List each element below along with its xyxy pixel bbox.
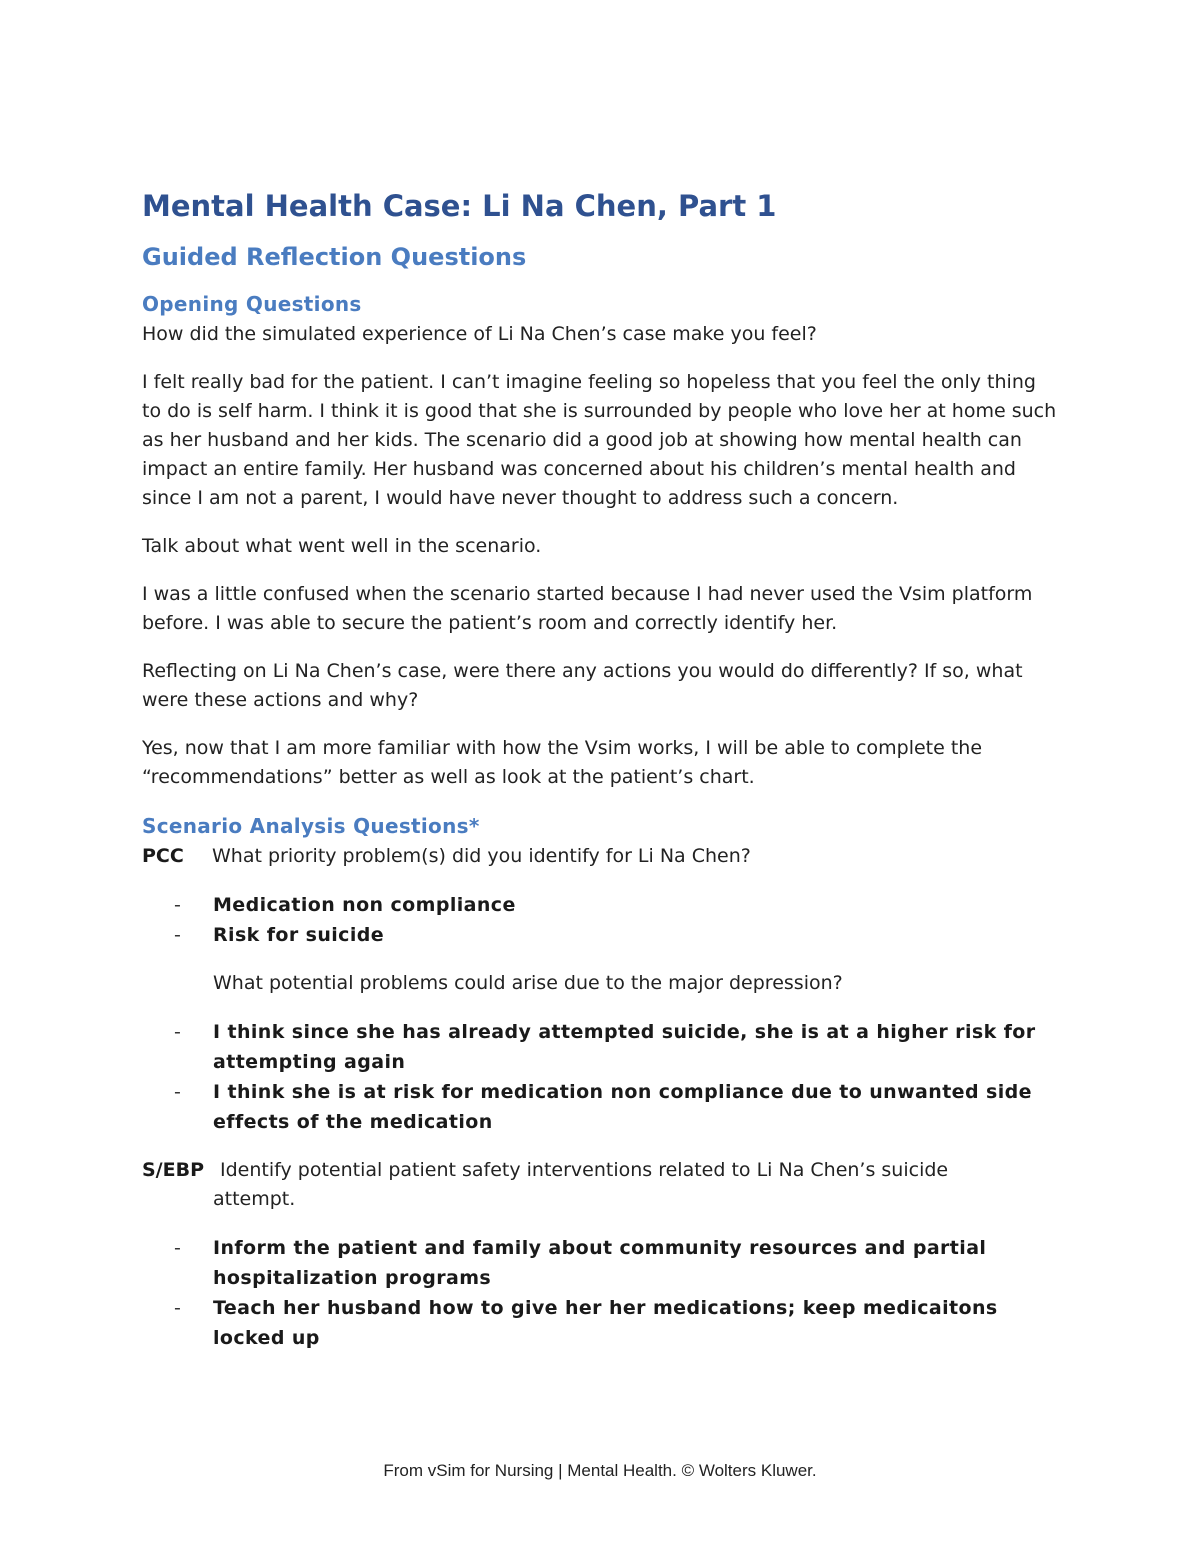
potential-answer: I think she is at risk for medication non compliance due to unwanted side effects of the medication bbox=[213, 1081, 1032, 1133]
opening-answer-2: I was a little confused when the scenario started because I had never used the Vsim platform before. I was able to secure the patient’s room and correctly identify her. bbox=[142, 583, 1033, 634]
list-item bbox=[142, 890, 1057, 920]
pcc-question-row bbox=[142, 842, 1057, 871]
dash-bullet: - bbox=[174, 894, 182, 916]
dash-bullet: - bbox=[174, 924, 182, 946]
pcc-answer-list bbox=[142, 890, 1057, 950]
sebp-question-continuation: attempt. bbox=[213, 1188, 296, 1210]
page-subtitle: Guided Reflection Questions bbox=[142, 243, 527, 271]
dash-bullet: - bbox=[174, 1081, 182, 1103]
potential-answer: I think since she has already attempted suicide, she is at a higher risk for attempting again bbox=[213, 1021, 1036, 1073]
opening-answer-1: I felt really bad for the patient. I can’t imagine feeling so hopeless that you feel the only thing to do is self harm. I think it is good that she is surrounded by people who love her at home such as her husband and her kids. The scenario did a good job at showing how mental health can impact an entire family. Her husband was concerned about his children’s mental health and since I am not a parent, I would have never thought to address such a concern. bbox=[142, 371, 1057, 509]
opening-answer-3: Yes, now that I am more familiar with how the Vsim works, I will be able to complete the “recommendations” better as well as look at the patient’s chart. bbox=[142, 737, 983, 788]
pcc-question: What priority problem(s) did you identify for Li Na Chen? bbox=[212, 845, 751, 867]
dash-bullet: - bbox=[174, 1237, 182, 1259]
opening-questions-heading: Opening Questions bbox=[142, 292, 362, 316]
sebp-question-block bbox=[142, 1156, 1057, 1214]
list-item bbox=[142, 1077, 1057, 1137]
pcc-answer: Risk for suicide bbox=[213, 924, 385, 946]
scenario-analysis-heading: Scenario Analysis Questions* bbox=[142, 814, 480, 838]
opening-question-3: Reflecting on Li Na Chen’s case, were there any actions you would do differently? If so, what were these actions and why? bbox=[142, 660, 1023, 711]
list-item bbox=[142, 1233, 1057, 1293]
pcc-answer: Medication non compliance bbox=[213, 894, 516, 916]
dash-bullet: - bbox=[174, 1021, 182, 1043]
sebp-answer: Teach her husband how to give her her medications; keep medicaitons locked up bbox=[213, 1297, 998, 1349]
document-body bbox=[142, 186, 1057, 1353]
sebp-answer-list bbox=[142, 1233, 1057, 1353]
sebp-question-row bbox=[142, 1156, 1057, 1185]
dash-bullet: - bbox=[174, 1297, 182, 1319]
opening-question-2: Talk about what went well in the scenario. bbox=[142, 535, 542, 557]
potential-problems-question: What potential problems could arise due to the major depression? bbox=[213, 972, 843, 994]
page-footer: From vSim for Nursing | Mental Health. © Wolters Kluwer. bbox=[383, 1461, 817, 1480]
opening-question-1: How did the simulated experience of Li Na Chen’s case make you feel? bbox=[142, 323, 817, 345]
potential-problems-list bbox=[142, 1017, 1057, 1137]
sebp-tag: S/EBP bbox=[142, 1159, 205, 1181]
sebp-answer: Inform the patient and family about community resources and partial hospitalization programs bbox=[213, 1237, 987, 1289]
pcc-tag: PCC bbox=[142, 845, 184, 867]
page-title: Mental Health Case: Li Na Chen, Part 1 bbox=[142, 189, 777, 223]
sebp-question: Identify potential patient safety interventions related to Li Na Chen’s suicide bbox=[220, 1159, 949, 1181]
list-item bbox=[142, 920, 1057, 950]
list-item bbox=[142, 1293, 1057, 1353]
list-item bbox=[142, 1017, 1057, 1077]
